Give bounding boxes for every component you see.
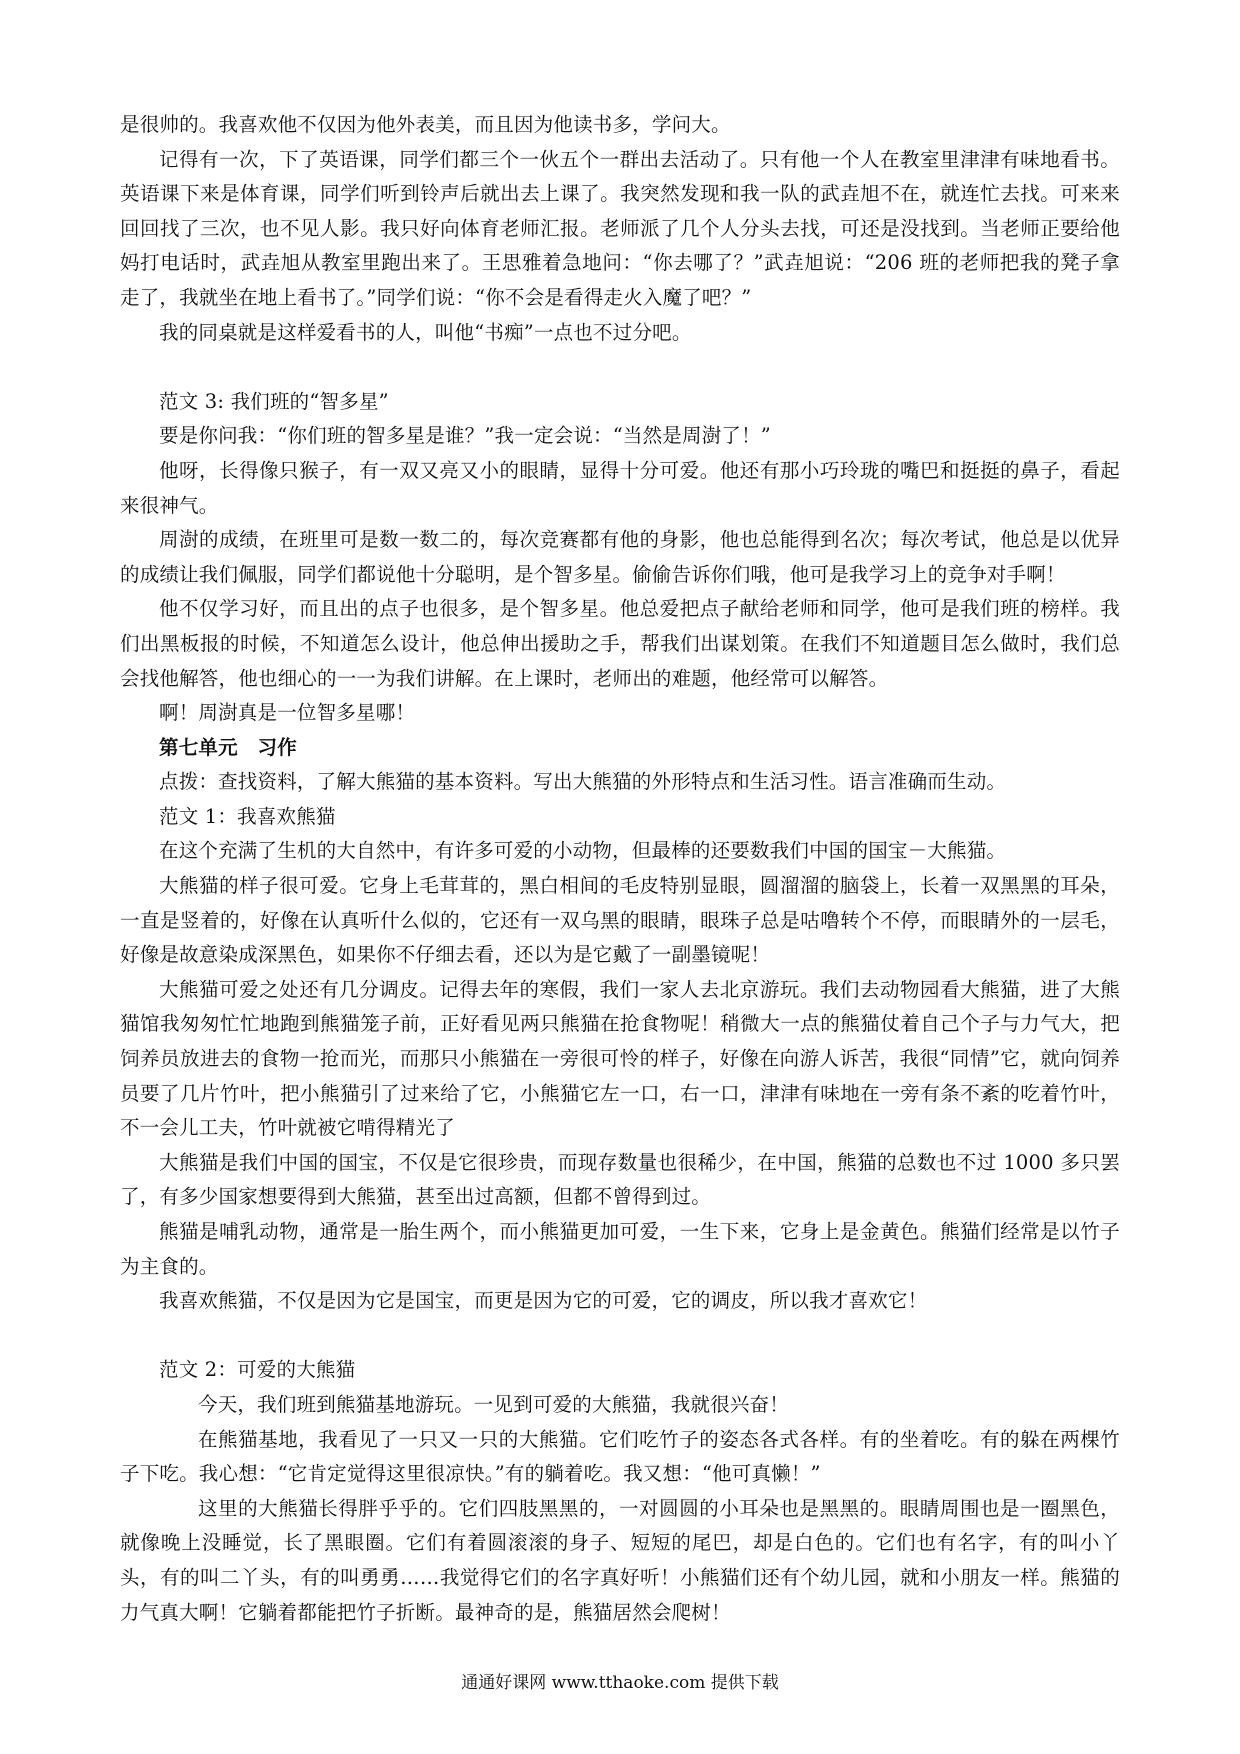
paragraph: 我的同桌就是这样爱看书的人，叫他“书痴”一点也不过分吧。 — [159, 320, 692, 344]
document-body — [120, 108, 1120, 1630]
paragraph: 大熊猫是我们中国的国宝，不仅是它很珍贵，而现存数量也很稀少，在中国，熊猫的总数也不过 1000 多只罢了，有多少国家想要得到大熊猫，甚至出过高额，但都不曾得到过。 — [120, 1150, 1120, 1209]
paragraph: 我喜欢熊猫，不仅是因为它是国宝，而更是因为它的可爱，它的调皮，所以我才喜欢它！ — [159, 1289, 928, 1313]
paragraph: 在熊猫基地，我看见了一只又一只的大熊猫。它们吃竹子的姿态各式各样。有的坐着吃。有的躲在两棵竹子下吃。我心想：“它肯定觉得这里很凉快。”有的躺着吃。我又想：“他可真懒！” — [120, 1427, 1120, 1486]
paragraph: 周澍的成绩，在班里可是数一数二的，每次竞赛都有他的身影，他也总能得到名次；每次考试，他总是以优异的成绩让我们佩服，同学们都说他十分聪明，是个智多星。偷偷告诉你们哦，他可是我学习上的竞争对手啊！ — [120, 528, 1120, 586]
section-heading: 第七单元 习作 — [159, 735, 297, 759]
page-footer: 通通好课网 www.tthaoke.com 提供下载 — [461, 1673, 779, 1693]
paragraph: 熊猫是哺乳动物，通常是一胎生两个，而小熊猫更加可爱，一生下来，它身上是金黄色。熊猫们经常是以竹子为主食的。 — [120, 1220, 1120, 1278]
paragraph: 今天，我们班到熊猫基地游玩。一见到可爱的大熊猫，我就很兴奋！ — [198, 1392, 790, 1416]
paragraph: 啊！周澍真是一位智多星哪！ — [159, 701, 416, 725]
essay-title: 范文 2：可爱的大熊猫 — [159, 1358, 356, 1382]
paragraph: 大熊猫可爱之处还有几分调皮。记得去年的寒假，我们一家人去北京游玩。我们去动物园看大熊猫，进了大熊猫馆我匆匆忙忙地跑到熊猫笼子前，正好看见两只熊猫在抢食物呢！稍微大一点的熊猫仗着自己个子与力气大，把饲养员放进去的食物一抢而光，而那只小熊猫在一旁很可怜的样子，好像在向游人诉苦，我很“同情”它，就向饲养员要了几片竹叶，把小熊猫引了过来给了它，小熊猫它左一口，右一口，津津有味地在一旁有条不紊的吃着竹叶，不一会儿工夫，竹叶就被它啃得精光了 — [120, 977, 1120, 1140]
paragraph: 是很帅的。我喜欢他不仅因为他外表美，而且因为他读书多，学问大。 — [120, 113, 731, 136]
paragraph: 记得有一次，下了英语课，同学们都三个一伙五个一群出去活动了。只有他一个人在教室里津津有味地看书。英语课下来是体育课，同学们听到铃声后就出去上课了。我突然发现和我一队的武垚旭不在，就连忙去找。可来来回回找了三次，也不见人影。我只好向体育老师汇报。老师派了几个人分头去找，可还是没找到。当老师正要给他妈打电话时，武垚旭从教室里跑出来了。王思雅着急地问：“你去哪了？”武垚旭说：“206 班的老师把我的凳子拿走了，我就坐在地上看书了。”同学们说：“你不会是看得走火入魔了吧？” — [120, 147, 1120, 309]
paragraph: 在这个充满了生机的大自然中，有许多可爱的小动物，但最棒的还要数我们中国的国宝－大熊猫。 — [159, 839, 1007, 863]
paragraph: 大熊猫的样子很可爱。它身上毛茸茸的，黑白相间的毛皮特别显眼，圆溜溜的脑袋上，长着一双黑黑的耳朵，一直是竖着的，好像在认真听什么似的，它还有一双乌黑的眼睛，眼珠子总是咕噜转个不停，而眼睛外的一层毛，好像是故意染成深黑色，如果你不仔细去看，还以为是它戴了一副墨镜呢！ — [120, 874, 1120, 967]
essay-title: 范文 1：我喜欢熊猫 — [159, 804, 336, 828]
paragraph: 这里的大熊猫长得胖乎乎的。它们四肢黑黑的，一对圆圆的小耳朵也是黑黑的。眼睛周围也是一圈黑色，就像晚上没睡觉，长了黑眼圈。它们有着圆滚滚的身子、短短的尾巴，却是白色的。它们也有名字，有的叫小丫头，有的叫二丫头，有的叫勇勇……我觉得它们的名字真好听！小熊猫们还有个幼儿园，就和小朋友一样。熊猫的力气真大啊！它躺着都能把竹子折断。最神奇的是，熊猫居然会爬树！ — [120, 1496, 1120, 1624]
blank-line — [120, 350, 1120, 385]
paragraph: 他不仅学习好，而且出的点子也很多，是个智多星。他总爱把点子献给老师和同学，他可是我们班的榜样。我们出黑板报的时候，不知道怎么设计，他总伸出援助之手，帮我们出谋划策。在我们不知道题目怎么做时，我们总会找他解答，他也细心的一一为我们讲解。在上课时，老师出的难题，他经常可以解答。 — [120, 597, 1120, 690]
paragraph: 他呀，长得像只猴子，有一双又亮又小的眼睛，显得十分可爱。他还有那小巧玲珑的嘴巴和挺挺的鼻子，看起来很神气。 — [120, 458, 1120, 517]
guidance-note: 点拨：查找资料，了解大熊猫的基本资料。写出大熊猫的外形特点和生活习性。语言准确而生动。 — [159, 770, 1007, 794]
essay-title: 范文 3: 我们班的“智多星” — [159, 389, 389, 413]
blank-line — [120, 1319, 1120, 1354]
paragraph: 要是你问我：“你们班的智多星是谁？”我一定会说：“当然是周澍了！” — [159, 424, 771, 448]
